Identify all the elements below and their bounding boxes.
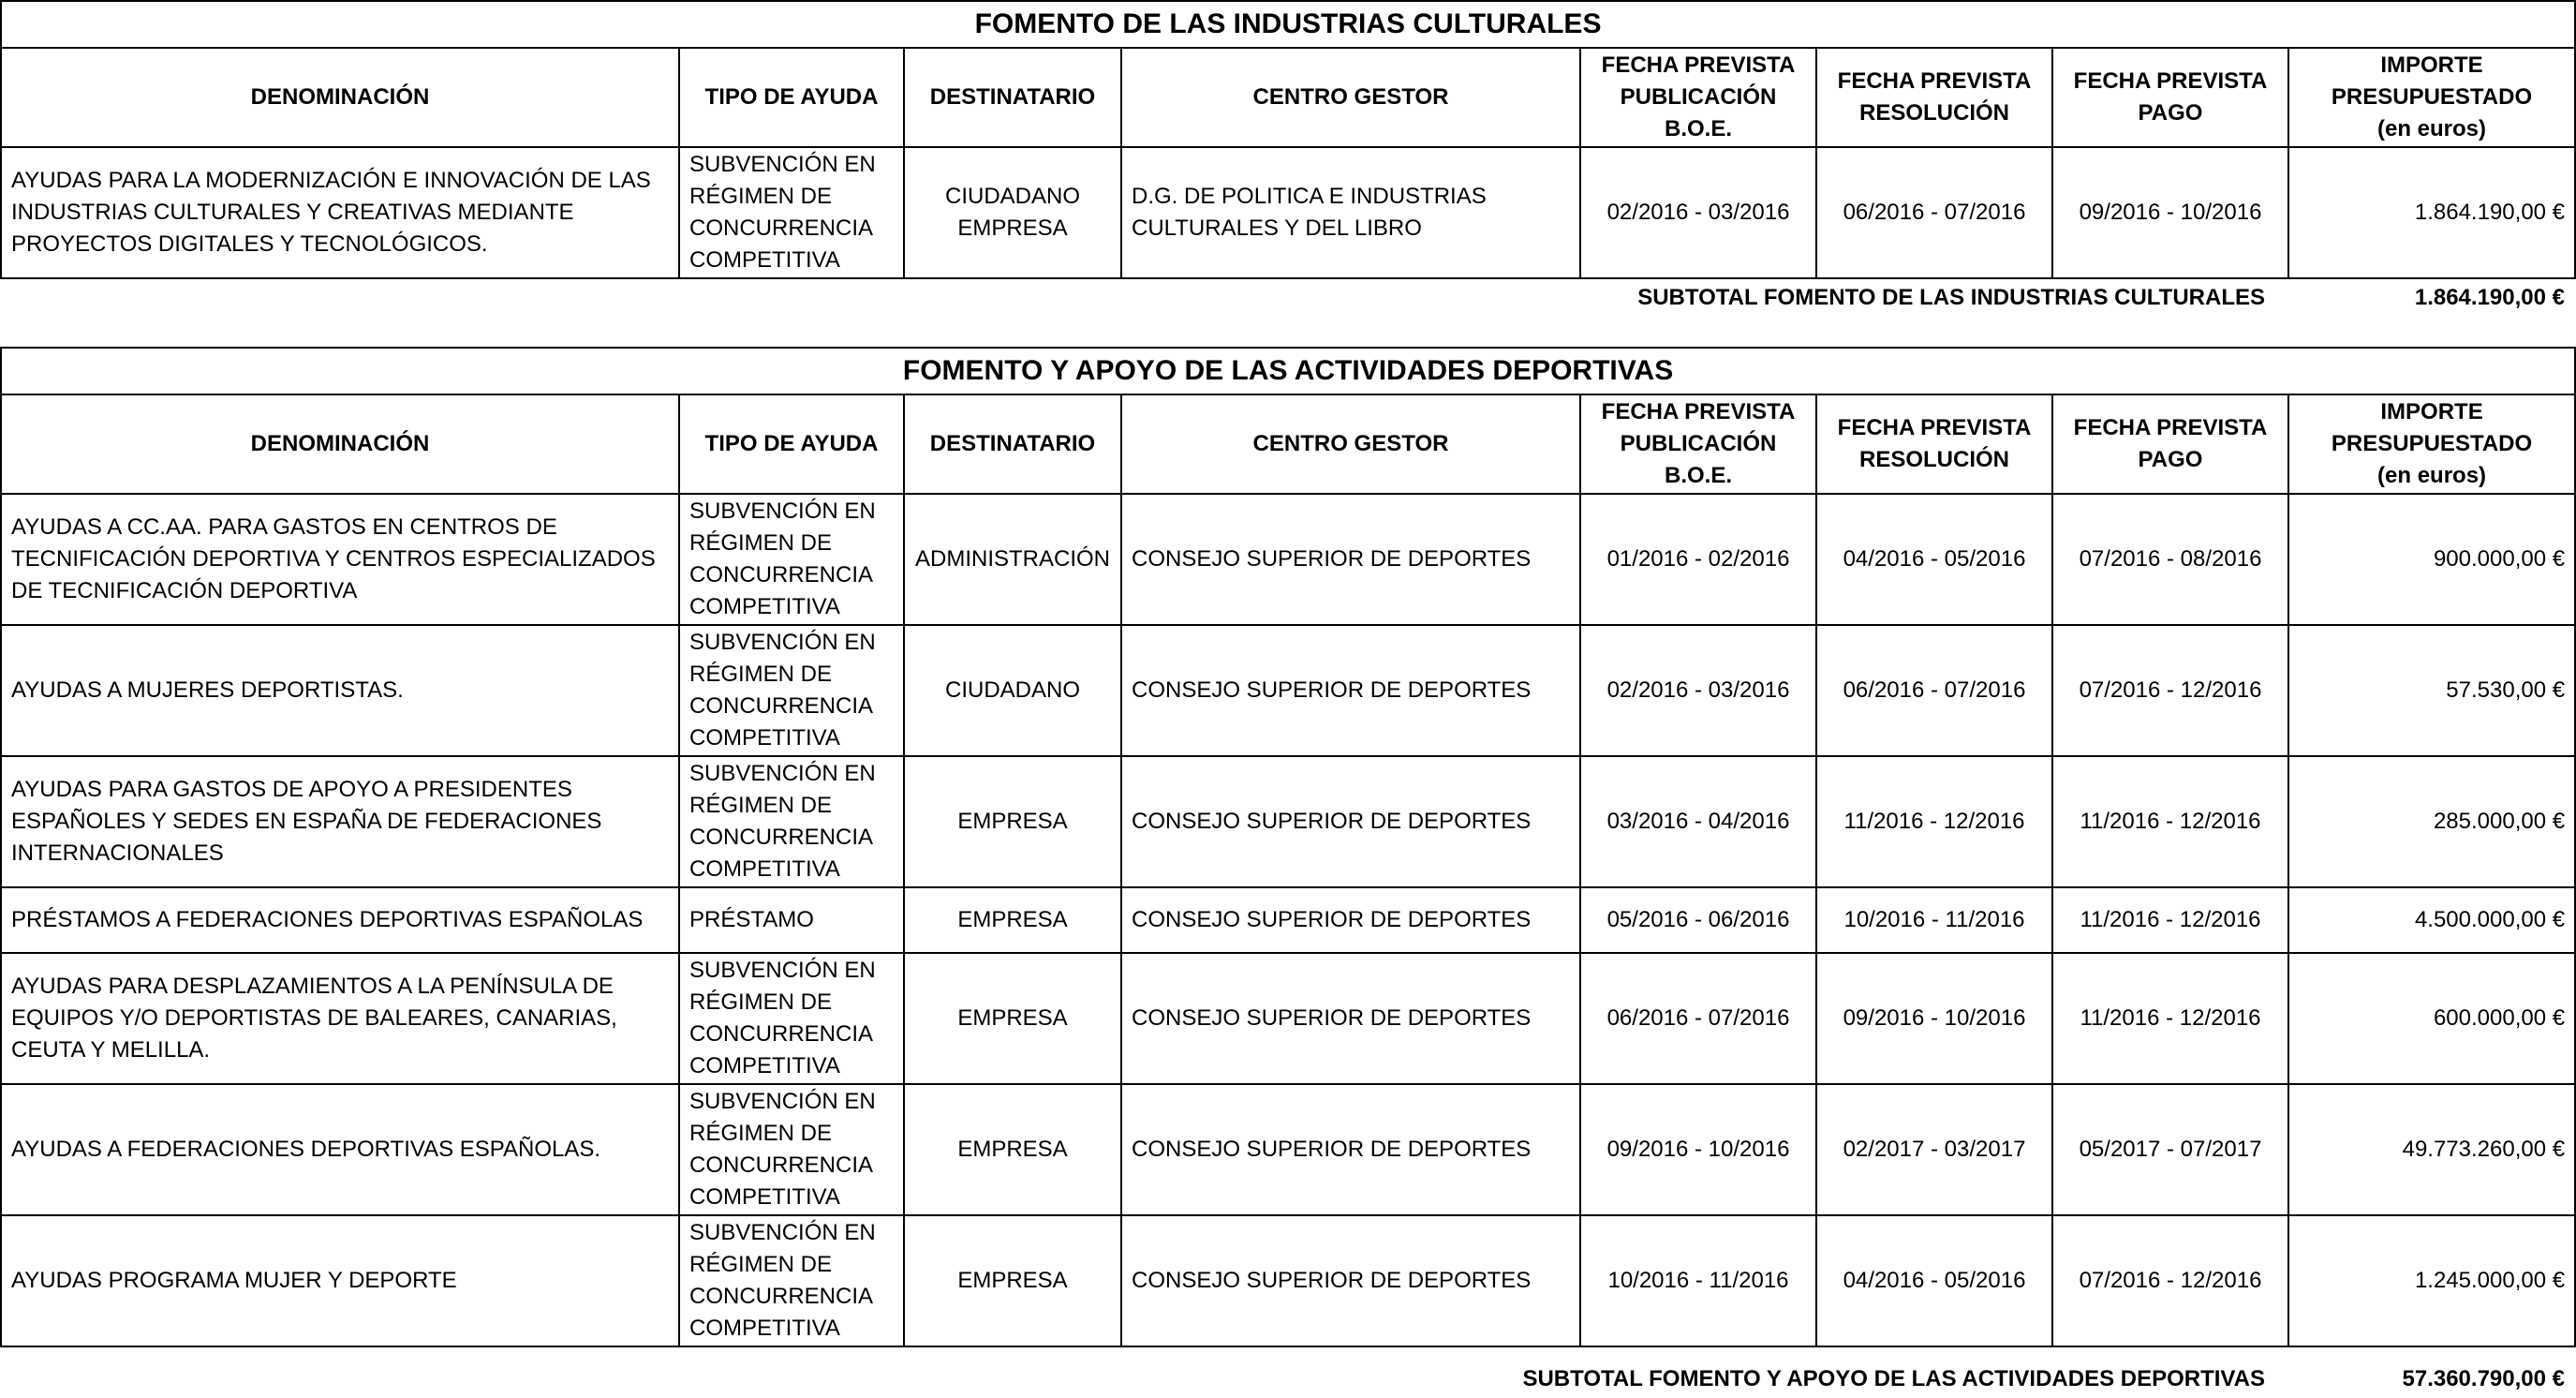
cell-fecha-resolucion: 09/2016 - 10/2016 (1816, 953, 2052, 1084)
col-header-denominacion (1, 394, 679, 494)
cell-fecha-pago: 11/2016 - 12/2016 (2052, 887, 2288, 953)
col-header-fecha-pago-line: PAGO (2138, 447, 2203, 472)
table-row (1, 147, 2575, 278)
cell-centro-gestor: D.G. DE POLITICA E INDUSTRIAS CULTURALES Y DEL LIBRO (1121, 147, 1580, 278)
subtotal-label: SUBTOTAL FOMENTO Y APOYO DE LAS ACTIVIDADES DEPORTIVAS (1522, 1366, 2265, 1391)
cell-centro-gestor: CONSEJO SUPERIOR DE DEPORTES (1121, 1215, 1580, 1346)
cell-fecha-publicacion: 05/2016 - 06/2016 (1580, 887, 1816, 953)
cell-importe: 1.864.190,00 € (2288, 147, 2575, 278)
col-header-fecha-resolucion (1816, 48, 2052, 147)
cell-destinatario: EMPRESA (904, 887, 1121, 953)
cell-destinatario: EMPRESA (904, 953, 1121, 1084)
cell-fecha-resolucion: 02/2017 - 03/2017 (1816, 1084, 2052, 1215)
col-header-importe-line: (en euros) (2377, 116, 2487, 141)
cell-fecha-resolucion: 04/2016 - 05/2016 (1816, 1215, 2052, 1346)
cell-centro-gestor: CONSEJO SUPERIOR DE DEPORTES (1121, 756, 1580, 887)
col-header-fecha-pago-line: PAGO (2138, 100, 2203, 126)
cell-denominacion: AYUDAS PARA GASTOS DE APOYO A PRESIDENTES ESPAÑOLES Y SEDES EN ESPAÑA DE FEDERACIONES INTERNACIONALES (1, 756, 679, 887)
col-header-importe-line: IMPORTE (2380, 399, 2483, 424)
col-header-tipo (679, 394, 904, 494)
cell-importe: 57.530,00 € (2288, 625, 2575, 756)
subtotal-value: 1.864.190,00 € (2414, 285, 2565, 310)
cell-destinatario-line: CIUDADANO (944, 184, 1080, 209)
col-header-fecha-publicacion-line: FECHA PREVISTA (1601, 52, 1796, 78)
cell-fecha-publicacion: 09/2016 - 10/2016 (1580, 1084, 1816, 1215)
cell-fecha-publicacion: 02/2016 - 03/2016 (1580, 147, 1816, 278)
budget-table (0, 347, 2576, 1347)
col-header-importe-line: IMPORTE (2380, 52, 2483, 78)
section-title-row (1, 348, 2575, 394)
cell-importe: 49.773.260,00 € (2288, 1084, 2575, 1215)
col-header-fecha-resolucion-line: FECHA PREVISTA (1837, 415, 2032, 440)
cell-denominacion: AYUDAS PARA LA MODERNIZACIÓN E INNOVACIÓN DE LAS INDUSTRIAS CULTURALES Y CREATIVAS MEDIANTE PROYECTOS DIGITALES Y TECNOLÓGICOS. (1, 147, 679, 278)
subtotal-row (0, 1361, 2565, 1398)
cell-importe: 285.000,00 € (2288, 756, 2575, 887)
cell-fecha-publicacion: 10/2016 - 11/2016 (1580, 1215, 1816, 1346)
col-header-destinatario (904, 394, 1121, 494)
budget-table (0, 0, 2576, 279)
cell-centro-gestor: CONSEJO SUPERIOR DE DEPORTES (1121, 625, 1580, 756)
col-header-denominacion (1, 48, 679, 147)
subtotal-label: SUBTOTAL FOMENTO DE LAS INDUSTRIAS CULTURALES (1637, 285, 2265, 310)
cell-destinatario: ADMINISTRACIÓN (904, 494, 1121, 625)
col-header-fecha-resolucion-line: RESOLUCIÓN (1858, 100, 2009, 126)
cell-destinatario (904, 147, 1121, 278)
col-header-fecha-publicacion (1580, 48, 1816, 147)
col-header-importe-line: PRESUPUESTADO (2331, 431, 2533, 456)
col-header-centro (1121, 48, 1580, 147)
subtotal-row (0, 279, 2565, 317)
table-row (1, 887, 2575, 953)
cell-denominacion: AYUDAS PROGRAMA MUJER Y DEPORTE (1, 1215, 679, 1346)
cell-fecha-pago: 07/2016 - 08/2016 (2052, 494, 2288, 625)
table-row (1, 625, 2575, 756)
col-header-fecha-resolucion (1816, 394, 2052, 494)
cell-destinatario: CIUDADANO (904, 625, 1121, 756)
cell-fecha-publicacion: 02/2016 - 03/2016 (1580, 625, 1816, 756)
col-header-destinatario-line: DESTINATARIO (929, 431, 1096, 456)
cell-centro-gestor: CONSEJO SUPERIOR DE DEPORTES (1121, 953, 1580, 1084)
cell-fecha-resolucion: 06/2016 - 07/2016 (1816, 147, 2052, 278)
col-header-importe-line: (en euros) (2377, 463, 2487, 488)
cell-fecha-publicacion: 06/2016 - 07/2016 (1580, 953, 1816, 1084)
cell-fecha-resolucion: 11/2016 - 12/2016 (1816, 756, 2052, 887)
col-header-importe (2288, 394, 2575, 494)
cell-fecha-publicacion: 01/2016 - 02/2016 (1580, 494, 1816, 625)
table-row (1, 1215, 2575, 1346)
table-row (1, 1084, 2575, 1215)
cell-importe: 600.000,00 € (2288, 953, 2575, 1084)
col-header-centro (1121, 394, 1580, 494)
cell-tipo-ayuda: SUBVENCIÓN EN RÉGIMEN DE CONCURRENCIA COMPETITIVA (679, 1215, 904, 1346)
cell-fecha-resolucion: 06/2016 - 07/2016 (1816, 625, 2052, 756)
col-header-destinatario (904, 48, 1121, 147)
cell-fecha-pago: 07/2016 - 12/2016 (2052, 625, 2288, 756)
cell-destinatario: EMPRESA (904, 1084, 1121, 1215)
table-row (1, 756, 2575, 887)
col-header-fecha-publicacion-line: FECHA PREVISTA (1601, 399, 1796, 424)
col-header-centro-line: CENTRO GESTOR (1252, 84, 1449, 110)
cell-importe: 900.000,00 € (2288, 494, 2575, 625)
col-header-tipo-line: TIPO DE AYUDA (704, 431, 879, 456)
cell-destinatario-line: EMPRESA (957, 216, 1068, 241)
cell-denominacion: PRÉSTAMOS A FEDERACIONES DEPORTIVAS ESPAÑOLAS (1, 887, 679, 953)
cell-denominacion: AYUDAS A MUJERES DEPORTISTAS. (1, 625, 679, 756)
cell-denominacion: AYUDAS PARA DESPLAZAMIENTOS A LA PENÍNSULA DE EQUIPOS Y/O DEPORTISTAS DE BALEARES, CANARIAS, CEUTA Y MELILLA. (1, 953, 679, 1084)
cell-fecha-resolucion: 04/2016 - 05/2016 (1816, 494, 2052, 625)
col-header-importe (2288, 48, 2575, 147)
col-header-denominacion-line: DENOMINACIÓN (250, 84, 430, 110)
col-header-destinatario-line: DESTINATARIO (929, 84, 1096, 110)
col-header-fecha-pago (2052, 48, 2288, 147)
table-row (1, 494, 2575, 625)
col-header-fecha-resolucion-line: FECHA PREVISTA (1837, 68, 2032, 94)
table-row (1, 953, 2575, 1084)
cell-tipo-ayuda: SUBVENCIÓN EN RÉGIMEN DE CONCURRENCIA COMPETITIVA (679, 147, 904, 278)
col-header-tipo (679, 48, 904, 147)
col-header-fecha-resolucion-line: RESOLUCIÓN (1858, 447, 2009, 472)
col-header-fecha-pago-line: FECHA PREVISTA (2073, 68, 2268, 94)
cell-fecha-publicacion: 03/2016 - 04/2016 (1580, 756, 1816, 887)
cell-tipo-ayuda: SUBVENCIÓN EN RÉGIMEN DE CONCURRENCIA COMPETITIVA (679, 494, 904, 625)
cell-centro-gestor: CONSEJO SUPERIOR DE DEPORTES (1121, 494, 1580, 625)
cell-tipo-ayuda: PRÉSTAMO (679, 887, 904, 953)
col-header-tipo-line: TIPO DE AYUDA (704, 84, 879, 110)
cell-fecha-pago: 11/2016 - 12/2016 (2052, 953, 2288, 1084)
subtotal-value: 57.360.790,00 € (2402, 1366, 2565, 1391)
cell-denominacion: AYUDAS A FEDERACIONES DEPORTIVAS ESPAÑOLAS. (1, 1084, 679, 1215)
cell-tipo-ayuda: SUBVENCIÓN EN RÉGIMEN DE CONCURRENCIA COMPETITIVA (679, 625, 904, 756)
section-title-row (1, 1, 2575, 48)
col-header-fecha-pago (2052, 394, 2288, 494)
section-title: FOMENTO Y APOYO DE LAS ACTIVIDADES DEPORTIVAS (1, 348, 2575, 394)
cell-fecha-pago: 05/2017 - 07/2017 (2052, 1084, 2288, 1215)
cell-tipo-ayuda: SUBVENCIÓN EN RÉGIMEN DE CONCURRENCIA COMPETITIVA (679, 756, 904, 887)
col-header-fecha-publicacion-line: PUBLICACIÓN (1620, 431, 1777, 456)
cell-fecha-pago: 09/2016 - 10/2016 (2052, 147, 2288, 278)
col-header-fecha-publicacion-line: PUBLICACIÓN (1620, 84, 1777, 110)
cell-fecha-pago: 11/2016 - 12/2016 (2052, 756, 2288, 887)
cell-destinatario: EMPRESA (904, 1215, 1121, 1346)
cell-tipo-ayuda: SUBVENCIÓN EN RÉGIMEN DE CONCURRENCIA COMPETITIVA (679, 1084, 904, 1215)
col-header-fecha-publicacion-line: B.O.E. (1664, 116, 1732, 141)
cell-destinatario: EMPRESA (904, 756, 1121, 887)
col-header-fecha-publicacion-line: B.O.E. (1664, 463, 1732, 488)
cell-fecha-resolucion: 10/2016 - 11/2016 (1816, 887, 2052, 953)
cell-centro-gestor: CONSEJO SUPERIOR DE DEPORTES (1121, 887, 1580, 953)
column-header-row (1, 394, 2575, 494)
cell-importe: 4.500.000,00 € (2288, 887, 2575, 953)
column-header-row (1, 48, 2575, 147)
cell-tipo-ayuda: SUBVENCIÓN EN RÉGIMEN DE CONCURRENCIA COMPETITIVA (679, 953, 904, 1084)
section-title: FOMENTO DE LAS INDUSTRIAS CULTURALES (1, 1, 2575, 48)
col-header-denominacion-line: DENOMINACIÓN (250, 431, 430, 456)
cell-fecha-pago: 07/2016 - 12/2016 (2052, 1215, 2288, 1346)
col-header-fecha-pago-line: FECHA PREVISTA (2073, 415, 2268, 440)
cell-importe: 1.245.000,00 € (2288, 1215, 2575, 1346)
col-header-fecha-publicacion (1580, 394, 1816, 494)
cell-denominacion: AYUDAS A CC.AA. PARA GASTOS EN CENTROS DE TECNIFICACIÓN DEPORTIVA Y CENTROS ESPECIALIZADOS DE TECNIFICACIÓN DEPORTIVA (1, 494, 679, 625)
col-header-importe-line: PRESUPUESTADO (2331, 84, 2533, 110)
col-header-centro-line: CENTRO GESTOR (1252, 431, 1449, 456)
cell-centro-gestor: CONSEJO SUPERIOR DE DEPORTES (1121, 1084, 1580, 1215)
